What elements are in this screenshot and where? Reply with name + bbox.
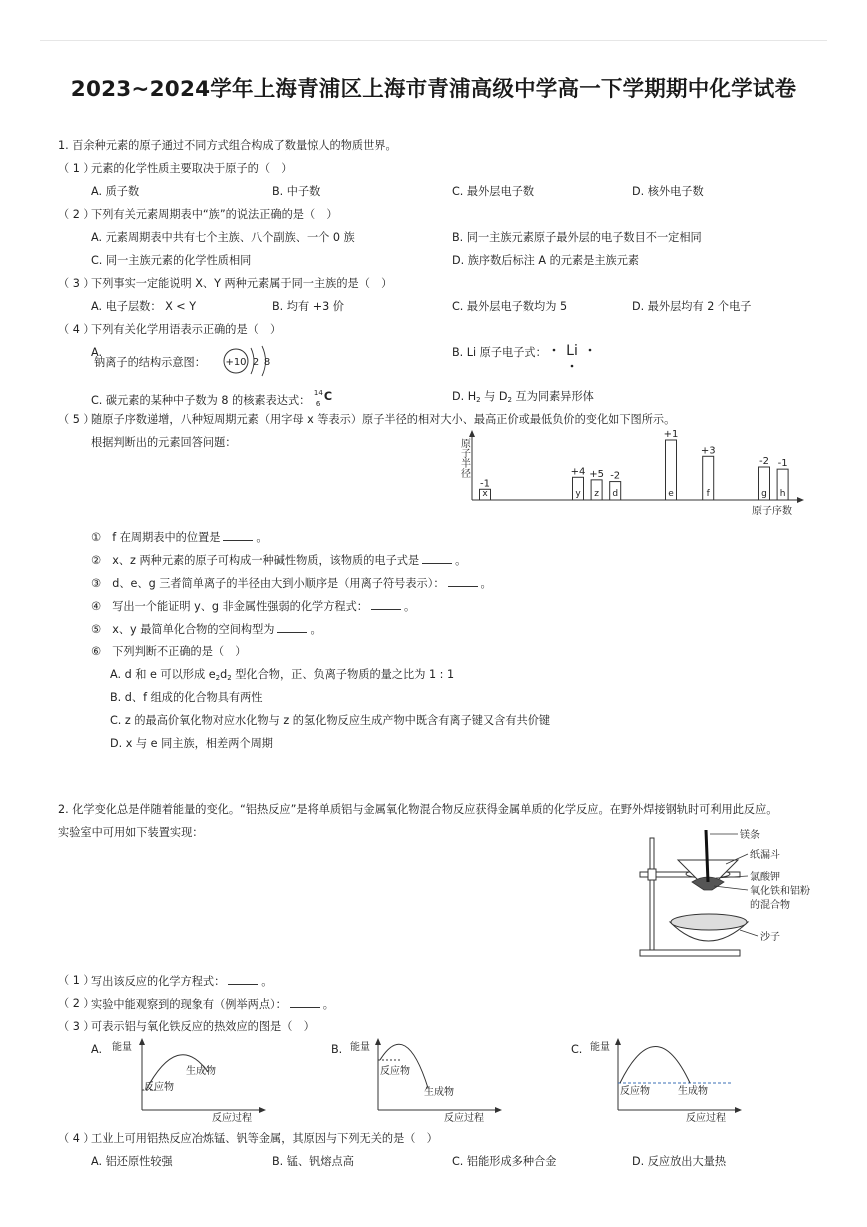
q1-p5-number: （ 5 ）: [58, 413, 95, 426]
q1-p5-text: 随原子序数递增，八种短周期元素（用字母 x 等表示）原子半径的相对大小、最高正价或最低负价的变化如下图所示。: [91, 413, 676, 426]
q2-p4-text: 工业上可用铝热反应冶炼锰、钒等金属，其原因与下列无关的是（ ）: [91, 1132, 438, 1145]
label-potassium-chlorate: 氯酸钾: [750, 872, 780, 883]
q2-p4-number: （ 4 ）: [58, 1132, 95, 1145]
label-magnesium-ribbon: 镁条: [740, 830, 760, 841]
atomic-number: 6: [315, 400, 321, 408]
q2-p4-option-d[interactable]: D. 反应放出大量热: [632, 1155, 727, 1168]
q1-p2-option-c[interactable]: C. 同一主族元素的化学性质相同: [91, 254, 252, 267]
q2-p4-option-b[interactable]: B. 锰、钒熔点高: [272, 1155, 354, 1168]
q1-p1-text: 元素的化学性质主要取决于原子的（ ）: [91, 162, 293, 175]
valence-label-e: +1: [663, 429, 679, 440]
q1-p1-option-b[interactable]: B. 中子数: [272, 185, 321, 198]
q2-p3-number: （ 3 ）: [58, 1020, 95, 1033]
q1-p2-option-b[interactable]: B. 同一主族元素原子最外层的电子数目不一定相同: [452, 231, 702, 244]
label-sand: 沙子: [760, 932, 780, 943]
q2-p1-text: 写出该反应的化学方程式： 。: [91, 975, 273, 988]
answer-blank[interactable]: [290, 997, 320, 1008]
valence-label-d: -2: [610, 470, 621, 482]
q1-p4-number: （ 4 ）: [58, 323, 95, 336]
energy-diagram-a: [112, 1038, 272, 1122]
axis-energy-label: 能量: [350, 1042, 370, 1053]
q1-p4-option-a-label[interactable]: A.: [91, 346, 103, 359]
answer-blank[interactable]: [422, 553, 452, 564]
lithium-electron-dot-formula: [550, 340, 594, 370]
q1-p3-option-b[interactable]: B. 均有 +3 价: [272, 300, 344, 313]
q1-p2-option-a[interactable]: A. 元素周期表中共有七个主族、八个副族、一个 0 族: [91, 231, 355, 244]
valence-label-g: -2: [759, 456, 769, 467]
product-label: 生成物: [186, 1066, 216, 1077]
q1-p5-option-d[interactable]: D. x 与 e 同主族，相差两个周期: [110, 737, 273, 750]
q1-p1-option-a[interactable]: A. 质子数: [91, 185, 140, 198]
q2-p4-option-c[interactable]: C. 铝能形成多种合金: [452, 1155, 557, 1168]
x-axis-arrow: [797, 497, 804, 503]
label-mixture: 的混合物: [750, 900, 790, 911]
q2-stem: 2. 化学变化总是伴随着能量的变化。“铝热反应”是将单质铝与金属氧化物混合物反应获得金属单质的化学反应。在野外焊接钢轨时可利用此反应。: [58, 803, 778, 816]
axis-energy-label: 能量: [112, 1042, 132, 1053]
q1-p5-option-a[interactable]: A. d 和 e 可以形成 $e_2d_2$ 型化合物，正、负离子物质的量之比为 1 : 1: [110, 668, 455, 682]
q1-p2-number: （ 2 ）: [58, 208, 95, 221]
q2-stem-2: 实验室中可用如下装置实现：: [58, 826, 204, 839]
q2-p4-option-a[interactable]: A. 铝还原性较强: [91, 1155, 173, 1168]
bar-label-g: g: [761, 489, 767, 499]
q1-p4-text: 下列有关化学用语表示正确的是（ ）: [91, 323, 282, 336]
q1-p5-item-6: ⑥ 下列判断不正确的是（ ）: [91, 645, 247, 658]
sodium-ion-structure-diagram: [220, 343, 280, 379]
q1-p1-number: （ 1 ）: [58, 162, 95, 175]
axis-process-label: 反应过程: [212, 1113, 252, 1124]
q2-p1-number: （ 1 ）: [58, 974, 95, 987]
q1-stem: 1. 百余种元素的原子通过不同方式组合构成了数量惊人的物质世界。: [58, 139, 397, 152]
q2-p2-text: 实验中能观察到的现象有（例举两点）： 。: [91, 998, 334, 1011]
q1-p5-item-1: ① f 在周期表中的位置是 。: [91, 531, 268, 544]
q2-p2-number: （ 2 ）: [58, 997, 95, 1010]
q1-p5-item-5: ⑤ x、y 最简单化合物的空间构型为 。: [91, 623, 322, 636]
valence-label-y: +4: [570, 466, 586, 478]
valence-label-x: -1: [480, 478, 490, 490]
energy-diagram-c: [590, 1038, 750, 1122]
top-divider: [40, 40, 827, 41]
q1-p3-option-a[interactable]: A. 电子层数： X < Y: [91, 300, 197, 313]
q1-p4-option-c[interactable]: [91, 390, 336, 408]
q1-p1-option-d[interactable]: D. 核外电子数: [632, 185, 704, 198]
lithium-symbol: Li: [566, 343, 578, 359]
q1-p1-option-c[interactable]: C. 最外层电子数: [452, 185, 535, 198]
q2-p3-option-c-label[interactable]: C.: [571, 1043, 583, 1056]
q1-p4-option-d[interactable]: D. $H_2$ 与 $D_2$ 互为同素异形体: [452, 390, 594, 404]
reactant-label: 反应物: [620, 1086, 650, 1097]
bar-label-y: y: [575, 489, 581, 499]
q1-p5-option-c[interactable]: C. z 的最高价氧化物对应水化物与 z 的氢化物反应生成产物中既含有离子键又含有共价键: [110, 714, 551, 727]
bar-label-z: z: [594, 489, 599, 499]
q1-p3-option-d[interactable]: D. 最外层均有 2 个电子: [632, 300, 752, 313]
valence-label-f: +3: [700, 445, 716, 457]
y-axis-label: 原子半径: [458, 438, 470, 478]
energy-diagram-b: [350, 1038, 510, 1122]
y-axis-arrow: [469, 430, 475, 437]
q1-p2-text: 下列有关元素周期表中“族”的说法正确的是（ ）: [91, 208, 338, 221]
valence-label-h: -1: [777, 458, 788, 470]
q1-p3-text: 下列事实一定能说明 X、Y 两种元素属于同一主族的是（ ）: [91, 277, 393, 290]
nucleus-charge: +10: [225, 357, 247, 368]
x-axis-label: 原子序数: [752, 506, 792, 517]
q1-p5-item-2: ② x、z 两种元素的原子可构成一种碱性物质，该物质的电子式是 。: [91, 554, 467, 567]
carbon-symbol: C: [323, 390, 333, 403]
q1-p4-option-a-text: 钠离子的结构示意图：: [94, 356, 206, 369]
reactant-label: 反应物: [380, 1066, 410, 1077]
mass-number: 14: [313, 389, 323, 397]
product-label: 生成物: [424, 1087, 454, 1098]
label-iron-oxide-aluminum: 氧化铁和铝粉: [750, 886, 810, 897]
answer-blank[interactable]: [228, 974, 258, 985]
page-title: 2023~2024学年上海青浦区上海市青浦高级中学高一下学期期中化学试卷: [70, 77, 797, 102]
q1-p5-item-4: ④ 写出一个能证明 y、g 非金属性强弱的化学方程式： 。: [91, 600, 416, 613]
q2-p3-option-b-label[interactable]: B.: [331, 1043, 343, 1056]
q1-p5-text2: 根据判断出的元素回答问题：: [91, 436, 237, 449]
q2-p3-text: 可表示铝与氧化铁反应的热效应的图是（ ）: [91, 1020, 315, 1033]
q1-p4-option-c-text: C. 碳元素的某种中子数为 8 的核素表达式：: [91, 394, 311, 407]
bar-label-f: f: [706, 489, 710, 499]
bar-label-h: h: [779, 489, 786, 499]
q1-p5-item-3: ③ d、e、g 三者简单离子的半径由大到小顺序是（用离子符号表示）： 。: [91, 577, 492, 590]
axis-process-label: 反应过程: [444, 1113, 484, 1124]
bar-label-x: x: [482, 489, 488, 499]
reactant-label: 反应物: [144, 1082, 174, 1093]
shell-1-electrons: 2: [252, 357, 260, 368]
carbon-isotope-notation: [313, 389, 336, 408]
label-paper-funnel: 纸漏斗: [750, 850, 780, 861]
q1-p2-option-d[interactable]: D. 族序数后标注 A 的元素是主族元素: [452, 254, 640, 267]
thermite-apparatus-diagram: [630, 820, 810, 962]
product-label: 生成物: [678, 1086, 708, 1097]
answer-blank[interactable]: [371, 599, 401, 610]
answer-blank[interactable]: [277, 622, 307, 633]
shell-2-electrons: 8: [263, 357, 271, 368]
axis-energy-label: 能量: [590, 1042, 610, 1053]
q1-p3-option-c[interactable]: C. 最外层电子数均为 5: [452, 300, 568, 313]
valence-label-z: +5: [589, 468, 604, 480]
q1-p3-number: （ 3 ）: [58, 277, 95, 290]
q2-p3-option-a-label[interactable]: A.: [91, 1043, 103, 1056]
bar-label-e: e: [668, 489, 674, 499]
q1-p4-option-b[interactable]: B. Li 原子电子式：: [452, 346, 547, 359]
answer-blank[interactable]: [223, 530, 253, 541]
axis-process-label: 反应过程: [686, 1113, 726, 1124]
atomic-radius-chart: [450, 430, 810, 520]
bar-label-d: d: [612, 489, 619, 499]
answer-blank[interactable]: [448, 576, 478, 587]
q1-p5-option-b[interactable]: B. d、f 组成的化合物具有两性: [110, 691, 263, 704]
